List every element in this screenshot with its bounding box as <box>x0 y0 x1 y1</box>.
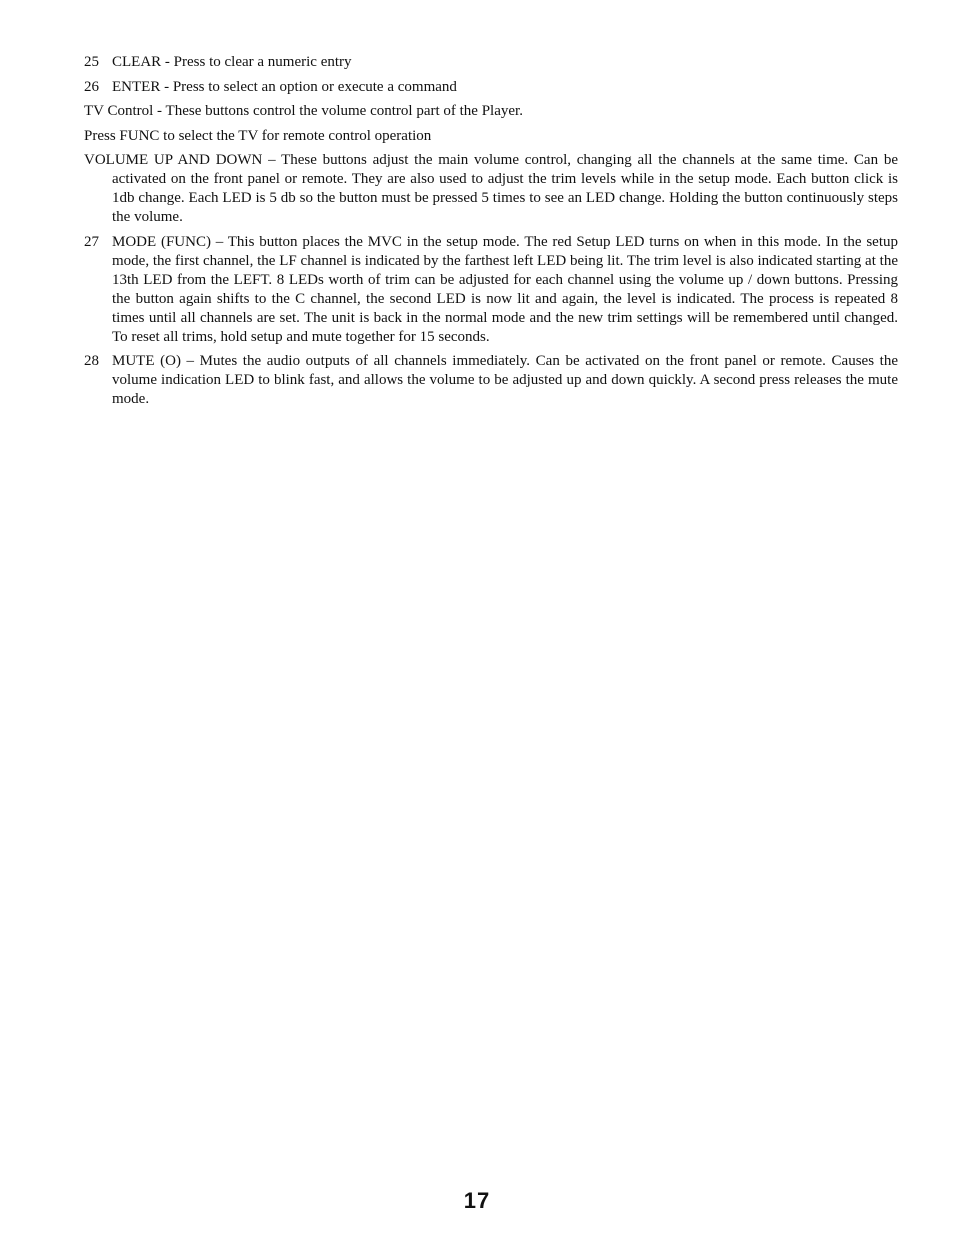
page-number: 17 <box>463 1188 491 1213</box>
item-mode <box>84 233 898 347</box>
item-text: MUTE (O) – Mutes the audio outputs of all channels immediately. Can be activated on the front panel or remote. Causes the volume indication LED to blink fast, and allows the volume to be adjusted up and down quickly. A second press releases the mute mode. <box>112 353 898 407</box>
item-mute <box>84 352 898 409</box>
item-clear <box>84 53 898 72</box>
item-enter <box>84 78 898 97</box>
item-number: 25 <box>84 54 99 70</box>
tv-control-paragraph: TV Control - These buttons control the volume control part of the Player. <box>84 103 523 119</box>
volume-paragraph: VOLUME UP AND DOWN – These buttons adjust the main volume control, changing all the channels at the same time. Can be activated on the front panel or remote. They are also used to adjust the trim levels while in the setup mode. Each button click is 1db change. Each LED is 5 db so the button must be pressed 5 times to see an LED change. Holding the button continuously steps the volume. <box>84 152 898 225</box>
item-number: 28 <box>84 353 99 369</box>
item-text: CLEAR - Press to clear a numeric entry <box>112 54 352 70</box>
item-number: 27 <box>84 233 99 250</box>
document-body <box>84 53 898 415</box>
item-text: ENTER - Press to select an option or execute a command <box>112 78 457 95</box>
item-number: 26 <box>84 78 99 95</box>
item-text: MODE (FUNC) – This button places the MVC in the setup mode. The red Setup LED turns on when in this mode. In the setup mode, the first channel, the LF channel is indicated by the farthest left LED being lit. The trim level is also indicated starting at the 13th LED from the LEFT. 8 LEDs worth of trim can be adjusted for each channel using the volume up / down buttons. Pressing the button again shifts to the C channel, the second LED is now lit and again, the level is indicated. The process is repeated 8 times until all channels are set. The unit is back in the normal mode and the new trim settings will be remembered until changed. To reset all trims, hold setup and mute together for 15 seconds. <box>112 233 898 345</box>
press-func-paragraph: Press FUNC to select the TV for remote control operation <box>84 127 432 144</box>
